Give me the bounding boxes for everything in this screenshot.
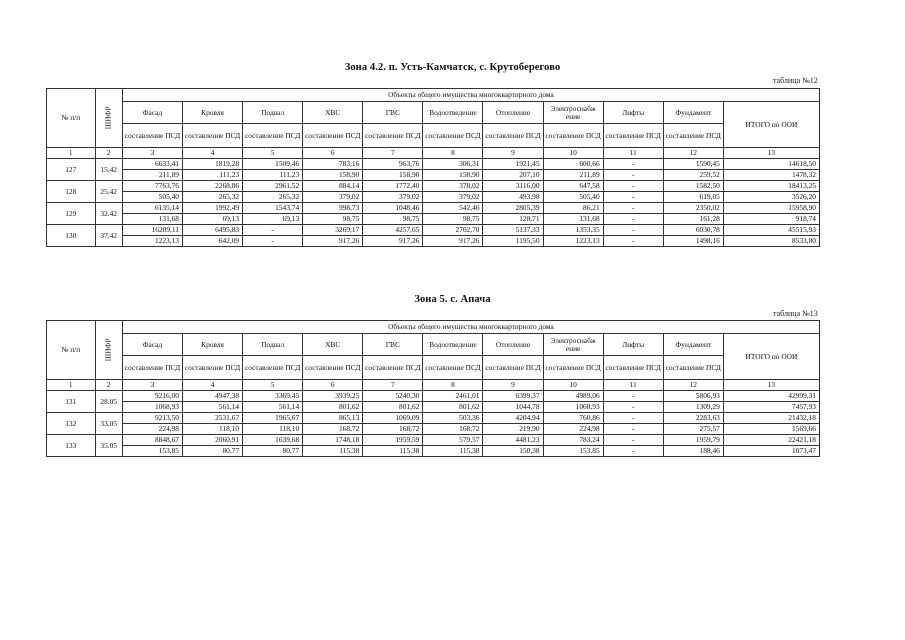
value-cell: 1819,28	[183, 159, 243, 170]
sub-header: составление ПСД	[363, 356, 423, 380]
value-cell: 6030,78	[663, 225, 723, 236]
column-header: Лифты	[603, 334, 663, 356]
column-number: 8	[423, 148, 483, 159]
column-number: 10	[543, 148, 603, 159]
value-cell: 161,28	[663, 214, 723, 225]
value-cell: 98,75	[303, 214, 363, 225]
column-header: Кровля	[183, 334, 243, 356]
column-header: ХВС	[303, 334, 363, 356]
header-row-3	[47, 124, 820, 148]
value-cell: 158,90	[363, 170, 423, 181]
row-cipher: 37.42	[95, 225, 122, 247]
value-cell: 224,98	[543, 424, 603, 435]
value-cell: 1569,66	[723, 424, 819, 435]
column-header: Фундамент	[663, 334, 723, 356]
value-cell: 1748,18	[303, 435, 363, 446]
column-number: 4	[183, 148, 243, 159]
value-cell: 1959,79	[663, 435, 723, 446]
value-cell: 21432,18	[723, 413, 819, 424]
cipher-header	[95, 321, 122, 380]
value-cell: 1965,67	[243, 413, 303, 424]
sub-header: составление ПСД	[543, 124, 603, 148]
value-cell: 69,13	[183, 214, 243, 225]
sub-header: составление ПСД	[363, 124, 423, 148]
value-cell: 153,85	[122, 446, 182, 457]
value-cell: 379,02	[423, 192, 483, 203]
value-cell: 18413,25	[723, 181, 819, 192]
value-cell: 503,36	[423, 413, 483, 424]
value-cell: 760,86	[543, 413, 603, 424]
objects-header: Объекты общего имущества многоквартирного дома	[122, 89, 819, 102]
value-cell: 118,10	[243, 424, 303, 435]
value-cell: 211,89	[543, 170, 603, 181]
value-cell: 4947,38	[183, 391, 243, 402]
value-cell: 4257,65	[363, 225, 423, 236]
value-cell: 378,02	[423, 181, 483, 192]
sub-header: составление ПСД	[122, 356, 182, 380]
column-number: 8	[423, 380, 483, 391]
value-cell: 5806,93	[663, 391, 723, 402]
value-cell: 801,62	[303, 402, 363, 413]
column-number: 11	[603, 148, 663, 159]
table-row	[47, 192, 820, 203]
value-cell: 80,77	[183, 446, 243, 457]
value-cell: 1639,68	[243, 435, 303, 446]
sub-header: составление ПСД	[122, 124, 182, 148]
sub-header: составление ПСД	[183, 356, 243, 380]
value-cell: 1309,29	[663, 402, 723, 413]
column-number: 6	[303, 380, 363, 391]
value-cell: 918,74	[723, 214, 819, 225]
value-cell: -	[603, 203, 663, 214]
value-cell: 98,75	[423, 214, 483, 225]
value-cell: 647,58	[543, 181, 603, 192]
zone2-table	[46, 320, 820, 457]
value-cell: 4989,06	[543, 391, 603, 402]
value-cell: 783,24	[543, 435, 603, 446]
value-cell: 505,40	[122, 192, 182, 203]
value-cell: 219,90	[483, 424, 543, 435]
value-cell: 111,23	[183, 170, 243, 181]
value-cell: 8848,67	[122, 435, 182, 446]
column-number: 2	[95, 148, 122, 159]
value-cell: 6135,14	[122, 203, 182, 214]
row-number: 133	[47, 435, 96, 457]
sub-header: составление ПСД	[483, 356, 543, 380]
value-cell: 379,02	[363, 192, 423, 203]
value-cell: -	[603, 214, 663, 225]
value-cell: 2961,52	[243, 181, 303, 192]
value-cell: -	[603, 181, 663, 192]
column-header: Фасад	[122, 102, 182, 124]
value-cell: 128,71	[483, 214, 543, 225]
column-header: Водоотведение	[423, 334, 483, 356]
value-cell: 211,89	[122, 170, 182, 181]
value-cell: -	[603, 170, 663, 181]
column-number: 1	[47, 380, 96, 391]
value-cell: 168,72	[363, 424, 423, 435]
sub-header: составление ПСД	[603, 356, 663, 380]
value-cell: 1543,74	[243, 203, 303, 214]
sub-header: составление ПСД	[663, 124, 723, 148]
sub-header: составление ПСД	[243, 124, 303, 148]
column-number: 3	[122, 148, 182, 159]
no-header: № п/п	[47, 89, 96, 148]
column-number: 12	[663, 380, 723, 391]
column-number: 6	[303, 148, 363, 159]
column-header: Лифты	[603, 102, 663, 124]
value-cell: 493,98	[483, 192, 543, 203]
cipher-header-label: ШИФР	[103, 106, 113, 130]
value-cell: 115,38	[423, 446, 483, 457]
value-cell: 1223,13	[122, 236, 182, 247]
value-cell: 1195,50	[483, 236, 543, 247]
value-cell: 619,05	[663, 192, 723, 203]
value-cell: 15958,90	[723, 203, 819, 214]
row-cipher: 28.05	[95, 391, 122, 413]
value-cell: 998,73	[303, 203, 363, 214]
table-row	[47, 159, 820, 170]
total-header: ИТОГО по ООИ	[723, 334, 819, 380]
value-cell: -	[243, 225, 303, 236]
value-cell: 98,75	[363, 214, 423, 225]
value-cell: 1069,09	[363, 413, 423, 424]
value-cell: 275,57	[663, 424, 723, 435]
column-header: Фундамент	[663, 102, 723, 124]
value-cell: 6495,83	[183, 225, 243, 236]
value-cell: 188,46	[663, 446, 723, 457]
value-cell: 14618,50	[723, 159, 819, 170]
zone1-title: Зона 4.2. п. Усть-Камчатск, с. Крутоберегово	[344, 62, 561, 73]
sub-header: составление ПСД	[303, 356, 363, 380]
column-header: Фасад	[122, 334, 182, 356]
value-cell: 69,13	[243, 214, 303, 225]
column-number: 12	[663, 148, 723, 159]
column-number: 9	[483, 380, 543, 391]
value-cell: 9216,00	[122, 391, 182, 402]
zone2-title: Зона 5. с. Апача	[414, 294, 491, 305]
value-cell: 1223,13	[543, 236, 603, 247]
row-cipher: 35.05	[95, 435, 122, 457]
value-cell: 801,62	[423, 402, 483, 413]
value-cell: -	[603, 159, 663, 170]
value-cell: 265,32	[183, 192, 243, 203]
value-cell: 5137,33	[483, 225, 543, 236]
value-cell: 7763,76	[122, 181, 182, 192]
value-cell: 379,02	[303, 192, 363, 203]
table-row	[47, 435, 820, 446]
table-row	[47, 170, 820, 181]
column-number: 11	[603, 380, 663, 391]
table-row	[47, 391, 820, 402]
value-cell: 1582,50	[663, 181, 723, 192]
row-number: 130	[47, 225, 96, 247]
value-cell: 207,10	[483, 170, 543, 181]
table-row	[47, 413, 820, 424]
value-cell: 2461,01	[423, 391, 483, 402]
value-cell: 7457,93	[723, 402, 819, 413]
value-cell: -	[243, 236, 303, 247]
value-cell: 1509,46	[243, 159, 303, 170]
row-number: 128	[47, 181, 96, 203]
value-cell: 2060,91	[183, 435, 243, 446]
column-number: 5	[243, 148, 303, 159]
value-cell: 259,52	[663, 170, 723, 181]
header-row-2	[47, 334, 820, 356]
row-number: 129	[47, 203, 96, 225]
sub-header: составление ПСД	[663, 356, 723, 380]
row-number: 131	[47, 391, 96, 413]
column-number: 5	[243, 380, 303, 391]
sub-header: составление ПСД	[303, 124, 363, 148]
value-cell: 153,85	[543, 446, 603, 457]
value-cell: 2805,39	[483, 203, 543, 214]
value-cell: 1921,45	[483, 159, 543, 170]
value-cell: 579,57	[423, 435, 483, 446]
value-cell: 131,68	[122, 214, 182, 225]
value-cell: 884,14	[303, 181, 363, 192]
value-cell: 1498,16	[663, 236, 723, 247]
value-cell: -	[603, 225, 663, 236]
value-cell: 265,32	[243, 192, 303, 203]
value-cell: 158,90	[303, 170, 363, 181]
table-row	[47, 446, 820, 457]
row-cipher: 15.42	[95, 159, 122, 181]
cipher-header	[95, 89, 122, 148]
sub-header: составление ПСД	[243, 356, 303, 380]
value-cell: 917,26	[363, 236, 423, 247]
value-cell: 783,16	[303, 159, 363, 170]
value-cell: 168,72	[423, 424, 483, 435]
column-header: Электроснабж ение	[543, 102, 603, 124]
table-row	[47, 402, 820, 413]
row-cipher: 32.42	[95, 203, 122, 225]
table-row	[47, 203, 820, 214]
value-cell: 2350,02	[663, 203, 723, 214]
column-header: Водоотведение	[423, 102, 483, 124]
column-number: 4	[183, 380, 243, 391]
value-cell: 542,46	[423, 203, 483, 214]
column-header: ГВС	[363, 102, 423, 124]
value-cell: 5240,30	[363, 391, 423, 402]
value-cell: 224,98	[122, 424, 182, 435]
value-cell: 505,40	[543, 192, 603, 203]
value-cell: 801,62	[363, 402, 423, 413]
value-cell: 2283,63	[663, 413, 723, 424]
sub-header: составление ПСД	[183, 124, 243, 148]
value-cell: 86,21	[543, 203, 603, 214]
value-cell: 917,26	[423, 236, 483, 247]
value-cell: 1992,49	[183, 203, 243, 214]
header-row-2	[47, 102, 820, 124]
value-cell: -	[603, 435, 663, 446]
header-row-1	[47, 321, 820, 334]
value-cell: 600,66	[543, 159, 603, 170]
value-cell: -	[603, 391, 663, 402]
zone1-table	[46, 88, 820, 247]
value-cell: 963,76	[363, 159, 423, 170]
value-cell: 45515,93	[723, 225, 819, 236]
value-cell: 158,90	[423, 170, 483, 181]
column-header: ГВС	[363, 334, 423, 356]
table-row	[47, 424, 820, 435]
value-cell: -	[603, 413, 663, 424]
value-cell: 1068,93	[122, 402, 182, 413]
value-cell: 115,38	[363, 446, 423, 457]
column-number: 10	[543, 380, 603, 391]
value-cell: 3939,25	[303, 391, 363, 402]
objects-header: Объекты общего имущества многоквартирного дома	[122, 321, 819, 334]
row-cipher: 33.05	[95, 413, 122, 435]
value-cell: 42999,31	[723, 391, 819, 402]
value-cell: 6633,41	[122, 159, 182, 170]
column-number: 2	[95, 380, 122, 391]
value-cell: 1478,32	[723, 170, 819, 181]
value-cell: 865,13	[303, 413, 363, 424]
value-cell: 3526,20	[723, 192, 819, 203]
value-cell: -	[603, 446, 663, 457]
value-cell: 131,68	[543, 214, 603, 225]
value-cell: 1073,47	[723, 446, 819, 457]
total-header: ИТОГО по ООИ	[723, 102, 819, 148]
column-header: Отопление	[483, 334, 543, 356]
sub-header: составление ПСД	[423, 124, 483, 148]
value-cell: 168,72	[303, 424, 363, 435]
row-cipher: 25.42	[95, 181, 122, 203]
value-cell: 115,38	[303, 446, 363, 457]
value-cell: 2531,67	[183, 413, 243, 424]
value-cell: 1772,40	[363, 181, 423, 192]
sub-header: составление ПСД	[603, 124, 663, 148]
table-row	[47, 225, 820, 236]
value-cell: 9213,50	[122, 413, 182, 424]
value-cell: 8533,80	[723, 236, 819, 247]
value-cell: 3269,17	[303, 225, 363, 236]
column-number-row	[47, 380, 820, 391]
value-cell: 80,77	[243, 446, 303, 457]
value-cell: 2762,70	[423, 225, 483, 236]
value-cell: -	[603, 402, 663, 413]
value-cell: 1048,46	[363, 203, 423, 214]
column-header: Подвал	[243, 334, 303, 356]
column-header: Электроснабж ение	[543, 334, 603, 356]
column-number: 1	[47, 148, 96, 159]
value-cell: -	[603, 424, 663, 435]
value-cell: 1959,59	[363, 435, 423, 446]
value-cell: 111,23	[243, 170, 303, 181]
value-cell: 4481,23	[483, 435, 543, 446]
value-cell: 150,38	[483, 446, 543, 457]
column-header: Подвал	[243, 102, 303, 124]
value-cell: 1044,78	[483, 402, 543, 413]
value-cell: 642,09	[183, 236, 243, 247]
value-cell: 4204,94	[483, 413, 543, 424]
zone2-table-number: таблица №13	[773, 309, 818, 318]
header-row-3	[47, 356, 820, 380]
column-number: 7	[363, 148, 423, 159]
column-number-row	[47, 148, 820, 159]
row-number: 127	[47, 159, 96, 181]
value-cell: 118,10	[183, 424, 243, 435]
value-cell: 22421,18	[723, 435, 819, 446]
value-cell: 1068,93	[543, 402, 603, 413]
value-cell: 6399,37	[483, 391, 543, 402]
column-header: Отопление	[483, 102, 543, 124]
row-number: 132	[47, 413, 96, 435]
value-cell: 917,26	[303, 236, 363, 247]
table-row	[47, 214, 820, 225]
sub-header: составление ПСД	[483, 124, 543, 148]
column-number: 7	[363, 380, 423, 391]
value-cell: 561,14	[183, 402, 243, 413]
value-cell: 1590,45	[663, 159, 723, 170]
value-cell: 1353,35	[543, 225, 603, 236]
value-cell: 3369,45	[243, 391, 303, 402]
sub-header: составление ПСД	[543, 356, 603, 380]
column-number: 9	[483, 148, 543, 159]
cipher-header-label: ШИФР	[103, 338, 113, 362]
column-header: ХВС	[303, 102, 363, 124]
column-number: 3	[122, 380, 182, 391]
value-cell: 2268,86	[183, 181, 243, 192]
zone1-table-number: таблица №12	[773, 76, 818, 85]
value-cell: 306,31	[423, 159, 483, 170]
value-cell: -	[603, 192, 663, 203]
value-cell: 3116,00	[483, 181, 543, 192]
column-number: 13	[723, 148, 819, 159]
sub-header: составление ПСД	[423, 356, 483, 380]
value-cell: -	[603, 236, 663, 247]
header-row-1	[47, 89, 820, 102]
value-cell: 561,14	[243, 402, 303, 413]
no-header: № п/п	[47, 321, 96, 380]
column-header: Кровля	[183, 102, 243, 124]
column-number: 13	[723, 380, 819, 391]
value-cell: 16209,11	[122, 225, 182, 236]
table-row	[47, 181, 820, 192]
table-row	[47, 236, 820, 247]
